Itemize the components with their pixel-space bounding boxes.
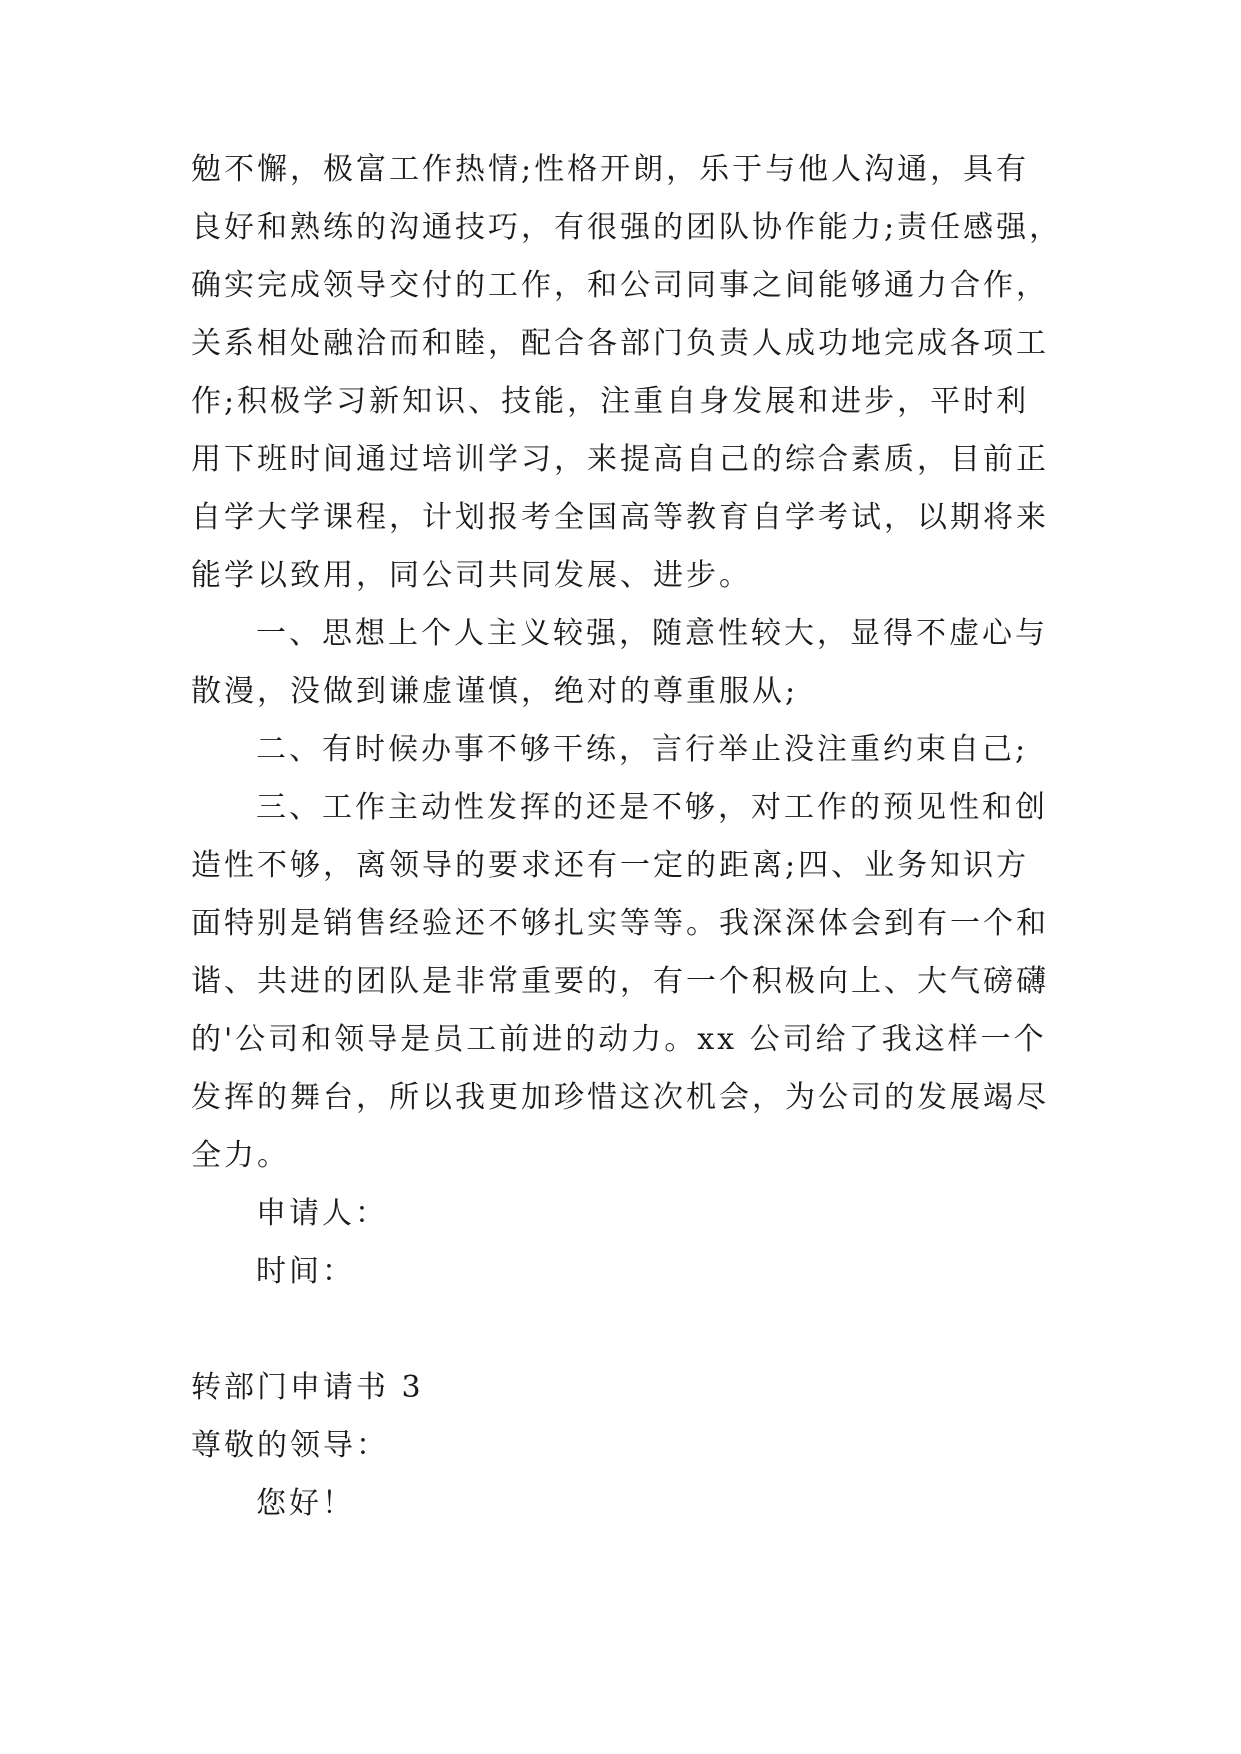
text-line: 全力。 (191, 1138, 290, 1173)
text-line: 造性不够，离领导的要求还有一定的距离;四、业务知识方 (191, 848, 1030, 883)
greeting: 您好！ (256, 1486, 355, 1521)
text-line: 用下班时间通过培训学习，来提高自己的综合素质，目前正 (191, 442, 1049, 477)
time-label: 时间： (256, 1254, 355, 1289)
salutation: 尊敬的领导： (191, 1428, 389, 1463)
text-line: 勉不懈，极富工作热情;性格开朗，乐于与他人沟通，具有 (191, 152, 1030, 187)
text-line: 二、有时候办事不够干练，言行举止没注重约束自己; (256, 732, 1029, 767)
text-line: 三、工作主动性发挥的还是不够，对工作的预见性和创 (256, 790, 1048, 825)
text-line: 能学以致用，同公司共同发展、进步。 (191, 558, 752, 593)
text-line: 确实完成领导交付的工作，和公司同事之间能够通力合作， (191, 268, 1049, 303)
text-line: 发挥的舞台，所以我更加珍惜这次机会，为公司的发展竭尽 (191, 1080, 1049, 1115)
text-line: 作;积极学习新知识、技能，注重自身发展和进步，平时利 (191, 384, 1030, 419)
section-title: 转部门申请书 3 (191, 1370, 424, 1405)
text-line: 散漫，没做到谦虚谨慎，绝对的尊重服从; (191, 674, 799, 709)
text-line: 的'公司和领导是员工前进的动力。xx 公司给了我这样一个 (191, 1022, 1047, 1057)
text-line: 自学大学课程，计划报考全国高等教育自学考试，以期将来 (191, 500, 1049, 535)
text-line: 谐、共进的团队是非常重要的，有一个积极向上、大气磅礴 (191, 964, 1049, 999)
applicant-label: 申请人： (256, 1196, 388, 1231)
text-line: 一、思想上个人主义较强，随意性较大，显得不虚心与 (256, 616, 1048, 651)
text-line: 关系相处融洽而和睦，配合各部门负责人成功地完成各项工 (191, 326, 1049, 361)
text-line: 良好和熟练的沟通技巧，有很强的团队协作能力;责任感强， (191, 210, 1063, 245)
text-line: 面特别是销售经验还不够扎实等等。我深深体会到有一个和 (191, 906, 1049, 941)
